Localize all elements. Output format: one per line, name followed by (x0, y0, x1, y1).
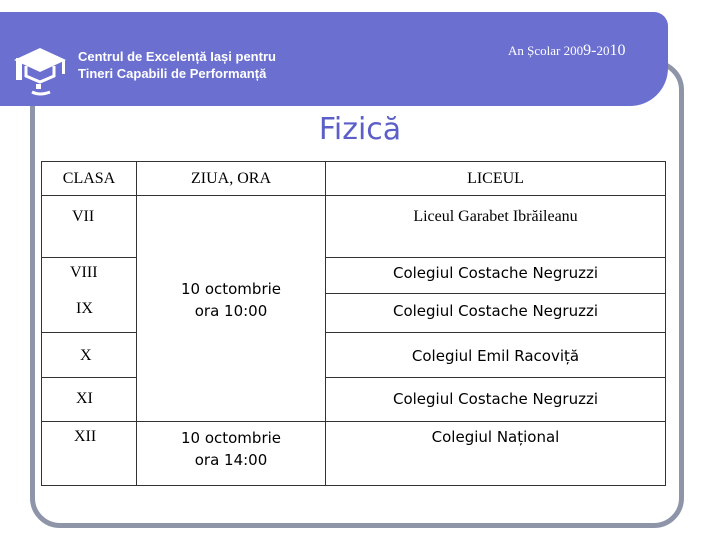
table-header-row (42, 162, 666, 196)
table-row (42, 421, 666, 485)
header-ziua-ora: ZIUA, ORA (137, 162, 326, 196)
time-cell-morning (137, 258, 326, 332)
table-row (42, 258, 666, 294)
table-row (42, 377, 666, 421)
slot-date: 10 octombrie (180, 428, 282, 447)
header-liceul: LICEUL (326, 162, 666, 196)
year-end: 10 (609, 42, 626, 59)
slot-date: 10 octombrie (180, 279, 282, 298)
time-cell-afternoon (137, 421, 326, 485)
year-mid: 20 (596, 43, 610, 58)
school-cell: Colegiul Emil Racoviță (326, 332, 666, 377)
header-banner (0, 12, 668, 106)
center-logo-icon (10, 34, 72, 96)
org-line-1: Centrul de Excelență Iași pentru (78, 49, 276, 64)
table-row (42, 332, 666, 377)
table-row (42, 196, 666, 258)
schedule-table (41, 161, 666, 486)
time-cell-empty (137, 196, 326, 258)
school-year (508, 42, 625, 60)
organization-name (78, 48, 276, 82)
year-big: 9- (583, 42, 597, 59)
school-cell: Liceul Garabet Ibrăileanu (326, 196, 666, 258)
school-cell: Colegiul Național (326, 421, 666, 485)
time-cell-empty (137, 332, 326, 377)
time-cell-empty (137, 377, 326, 421)
class-cell: XI (42, 377, 137, 421)
slot-time: ora 14:00 (194, 450, 268, 469)
school-cell: Colegiul Costache Negruzzi (326, 294, 666, 332)
school-cell: Colegiul Costache Negruzzi (326, 258, 666, 294)
page-title: Fizică (318, 112, 402, 147)
org-line-2: Tineri Capabili de Performanță (78, 66, 267, 81)
school-cell: Colegiul Costache Negruzzi (326, 377, 666, 421)
class-cell: VII (42, 196, 137, 258)
year-prefix: An Școlar 200 (508, 43, 584, 58)
header-clasa: CLASA (42, 162, 137, 196)
class-cell: VIII (42, 258, 137, 294)
table-row (42, 294, 666, 332)
class-cell: IX (42, 294, 137, 332)
class-cell: XII (42, 421, 137, 485)
slot-time: ora 10:00 (194, 301, 268, 320)
class-cell: X (42, 332, 137, 377)
